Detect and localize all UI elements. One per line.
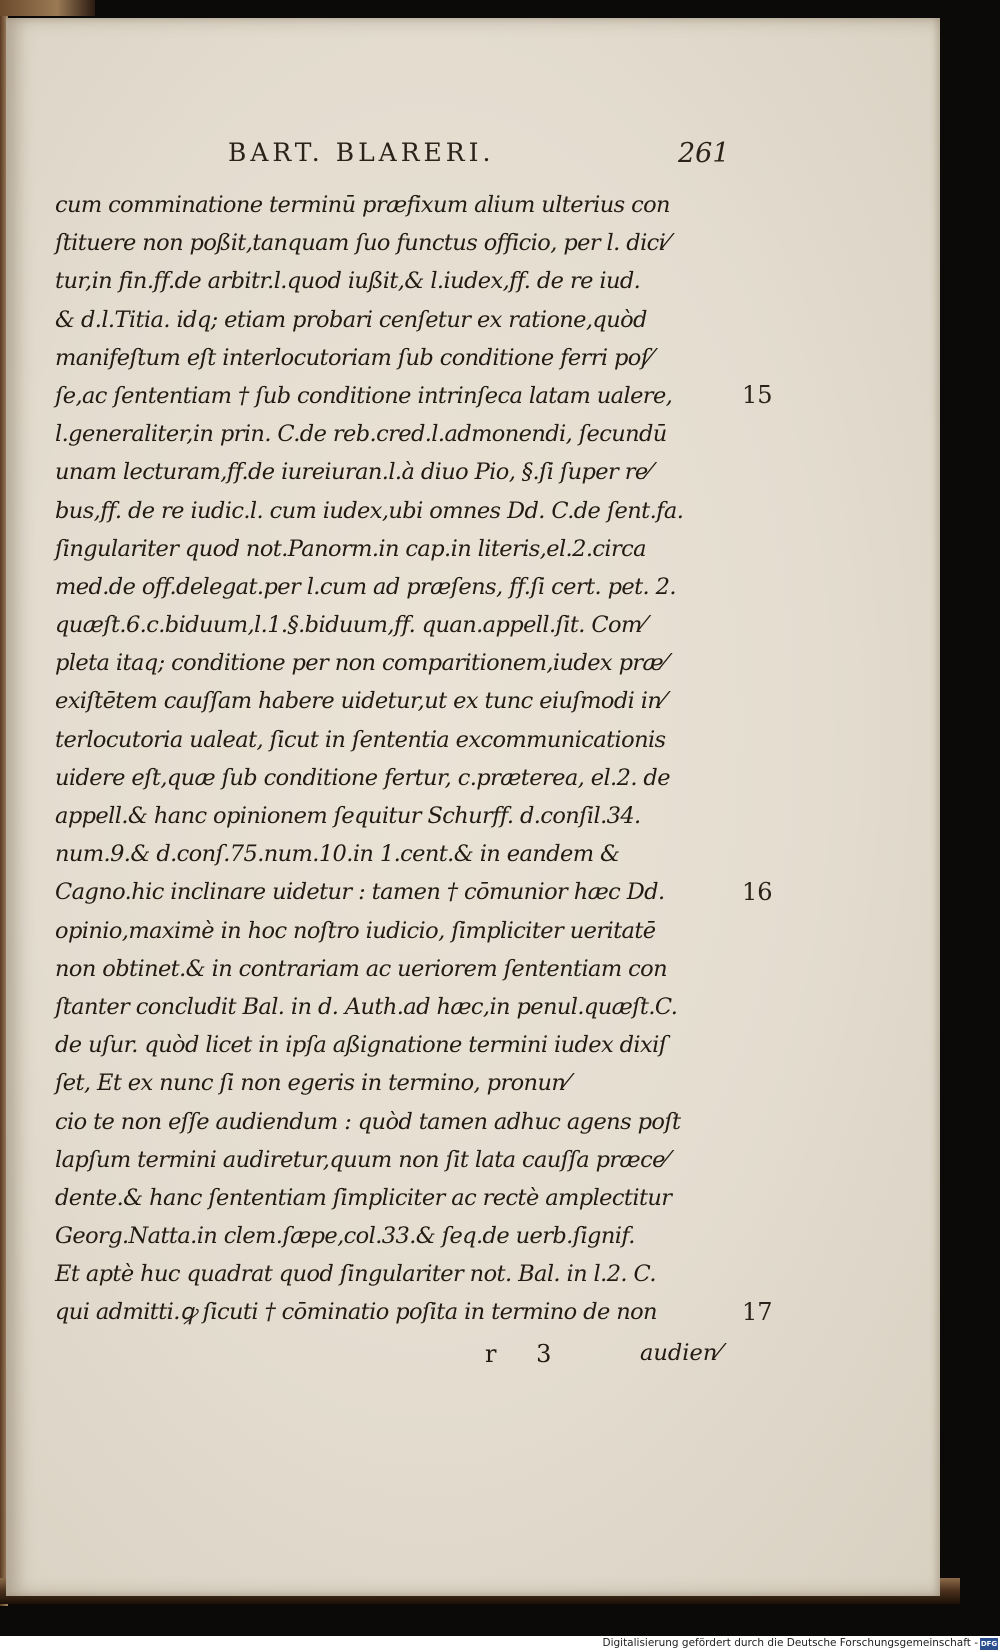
catchword: audien⁄ <box>640 1340 722 1366</box>
text-line: num.9.& d.conſ.75.num.10.in 1.cent.& in eandem & <box>55 841 620 868</box>
text-line: pleta itaq; conditione per non comparitionem,iudex præ⁄ <box>55 650 667 677</box>
signature-mark: r 3 <box>485 1340 568 1368</box>
text-line: cum comminatione terminū præfixum alium ulterius con <box>55 192 670 218</box>
text-line: bus,ff. de re iudic.l. cum iudex,ubi omnes Dd. C.de ſent.fa. <box>55 497 684 524</box>
text-line: Georg.Natta.in clem.ſæpe,col.33.& ſeq.de uerb.ſignif. <box>55 1223 635 1250</box>
text-line: Et aptè huc quadrat quod ſingulariter not. Bal. in l.2. C. <box>55 1261 656 1288</box>
text-line: manifeſtum eſt interlocutoriam ſub conditione ferri poſ⁄ <box>55 344 652 371</box>
margin-number: 15 <box>742 381 773 409</box>
footer-credit: Digitalisierung gefördert durch die Deutsche Forschungsgemeinschaft - <box>602 1637 978 1649</box>
text-line: dente.& hanc ſententiam ſimpliciter ac rectè amplectitur <box>55 1184 672 1211</box>
text-line: ſe,ac ſententiam † ſub conditione intrinſeca latam ualere, <box>55 382 673 409</box>
text-line: ſet, Et ex nunc ſi non egeris in termino, pronun⁄ <box>55 1070 569 1097</box>
running-head: BART. BLARERI. <box>228 138 495 167</box>
text-line: appell.& hanc opinionem ſequitur Schurff. d.conſil.34. <box>55 803 641 829</box>
text-line: cio te non eſſe audiendum : quòd tamen adhuc agens poſt <box>55 1108 681 1135</box>
text-line: non obtinet.& in contrariam ac ueriorem ſententiam con <box>55 955 667 982</box>
text-line: terlocutoria ualeat, ſicut in ſententia excommunicationis <box>55 726 666 753</box>
text-line: l.generaliter,in prin. C.de reb.cred.l.admonendi, ſecundū <box>55 421 667 448</box>
margin-number: 16 <box>742 877 773 906</box>
page-number: 261 <box>678 138 730 169</box>
text-line: Cagno.hic inclinare uidetur : tamen † cōmunior hæc Dd. <box>55 879 665 906</box>
text-line: ſtanter concludit Bal. in d. Auth.ad hæc,in penul.quæſt.C. <box>55 993 678 1020</box>
text-line: lapſum termini audiretur,quum non ſit lata cauſſa præce⁄ <box>55 1146 668 1173</box>
margin-number: 17 <box>742 1297 773 1326</box>
text-block <box>55 186 735 1332</box>
text-line: exiſtētem cauſſam habere uidetur,ut ex tunc eiuſmodi in⁄ <box>55 688 665 715</box>
text-line: tur,in fin.ff.de arbitr.l.quod iußit,& l.iudex,ff. de re iud. <box>55 268 641 295</box>
text-line: & d.l.Titia. idq; etiam probari cenſetur ex ratione,quòd <box>55 306 647 333</box>
text-line: unam lecturam,ff.de iureiuran.l.à diuo Pio, §.ſi ſuper re⁄ <box>55 459 651 486</box>
text-line: ſingulariter quod not.Panorm.in cap.in literis,el.2.circa <box>55 535 646 562</box>
text-line: uidere eſt,quæ ſub conditione fertur, c.præterea, el.2. de <box>55 764 670 791</box>
text-line: de uſur. quòd licet in ipſa aßignatione termini iudex dixiſ <box>55 1032 667 1059</box>
book-spine-top <box>0 0 95 16</box>
dfg-logo: DFG <box>980 1640 998 1648</box>
text-line: ſtituere non poßit,tanquam ſuo functus officio, per l. dici⁄ <box>55 230 669 257</box>
text-line: opinio,maximè in hoc noſtro iudicio, ſimpliciter ueritatē <box>55 917 656 944</box>
text-line: med.de off.delegat.per l.cum ad præſens, ff.ſi cert. pet. 2. <box>55 573 676 600</box>
text-line: qui admitti.ꝙ ſicuti † cōminatio poſita in termino de non <box>55 1299 657 1326</box>
text-line: quæſt.6.c.biduum,l.1.§.biduum,ff. quan.appell.ſit. Com⁄ <box>55 612 645 639</box>
